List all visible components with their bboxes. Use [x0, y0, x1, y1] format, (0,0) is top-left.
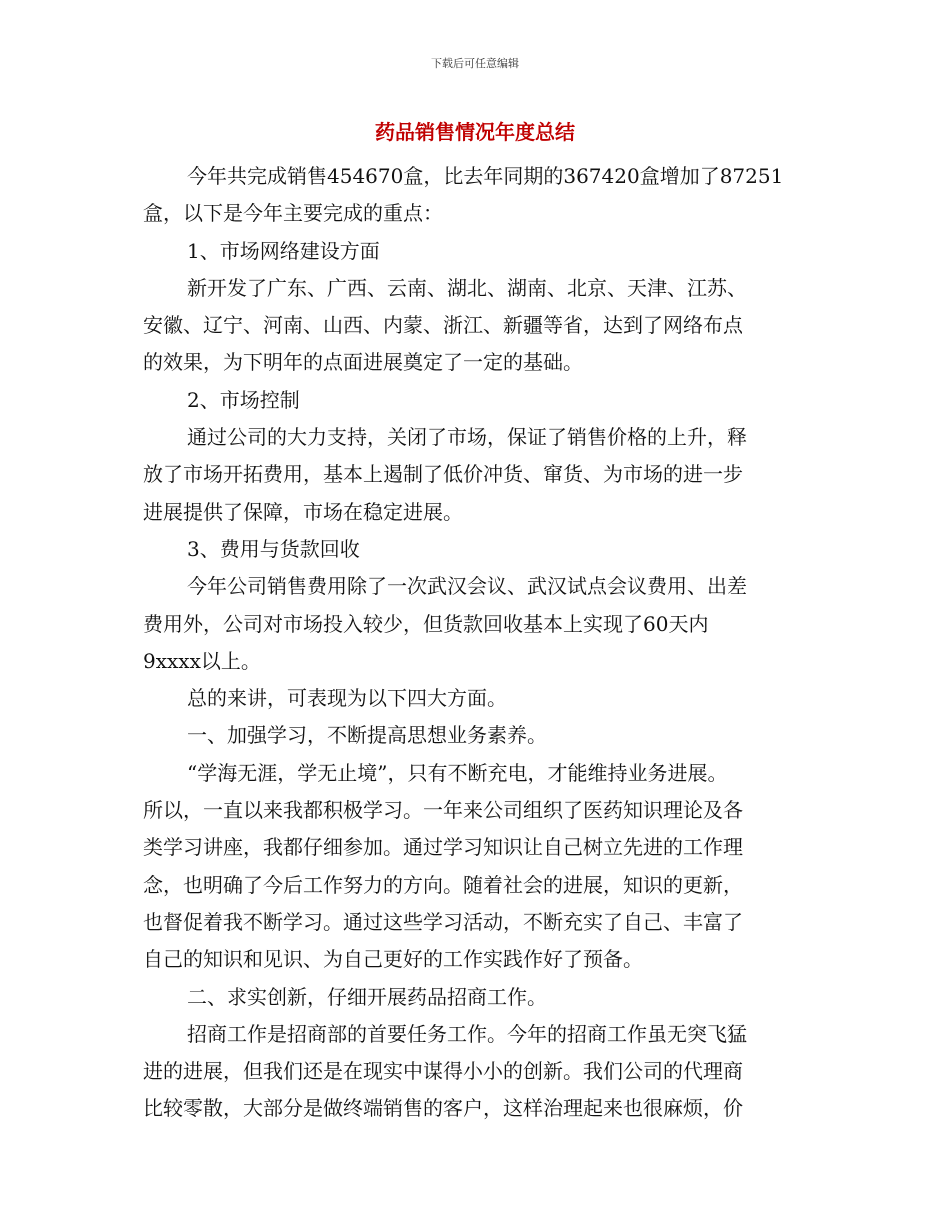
body-line: 的效果，为下明年的点面进展奠定了一定的基础。	[143, 350, 583, 375]
body-line: 1、市场网络建设方面	[187, 238, 380, 263]
body-line: 3、费用与货款回收	[187, 536, 360, 561]
body-line: 今年共完成销售454670盒，比去年同期的367420盒增加了87251	[187, 164, 784, 188]
body-line: 比较零散，大部分是做终端销售的客户，这样治理起来也很麻烦，价	[143, 1096, 743, 1121]
body-line: 9xxxx以上。	[143, 648, 261, 673]
body-line: “学海无涯，学无止境”，只有不断充电，才能维持业务进展。	[187, 760, 728, 785]
body-line: 类学习讲座，我都仔细参加。通过学习知识让自己树立先进的工作理	[143, 835, 743, 860]
body-line: 放了市场开拓费用，基本上遏制了低价冲货、窜货、为市场的进一步	[143, 462, 743, 487]
document-body	[143, 158, 813, 1128]
body-line: 自己的知识和见识、为自己更好的工作实践作好了预备。	[143, 947, 643, 972]
body-line: 通过公司的大力支持，关闭了市场，保证了销售价格的上升，释	[187, 425, 747, 450]
body-line: 招商工作是招商部的首要任务工作。今年的招商工作虽无突飞猛	[187, 1021, 747, 1046]
header-note: 下载后可任意编辑	[431, 57, 519, 70]
body-line: 安徽、辽宁、河南、山西、内蒙、浙江、新疆等省，达到了网络布点	[143, 313, 743, 338]
body-line: 费用外，公司对市场投入较少，但货款回收基本上实现了60天内	[143, 611, 709, 636]
body-line: 所以，一直以来我都积极学习。一年来公司组织了医药知识理论及各	[143, 798, 743, 823]
document-title: 药品销售情况年度总结	[375, 120, 575, 144]
body-line: 二、求实创新，仔细开展药品招商工作。	[187, 984, 547, 1009]
body-line: 念，也明确了今后工作努力的方向。随着社会的进展，知识的更新，	[143, 872, 743, 897]
body-line: 也督促着我不断学习。通过这些学习活动，不断充实了自己、丰富了	[143, 909, 743, 934]
body-line: 今年公司销售费用除了一次武汉会议、武汉试点会议费用、出差	[187, 574, 747, 599]
body-line: 总的来讲，可表现为以下四大方面。	[187, 686, 507, 711]
body-line: 2、市场控制	[187, 387, 300, 412]
body-line: 盒，以下是今年主要完成的重点：	[143, 201, 443, 226]
body-line: 一、加强学习，不断提高思想业务素养。	[187, 723, 547, 748]
body-line: 进展提供了保障，市场在稳定进展。	[143, 499, 463, 524]
body-line: 进的进展，但我们还是在现实中谋得小小的创新。我们公司的代理商	[143, 1059, 743, 1084]
body-line: 新开发了广东、广西、云南、湖北、湖南、北京、天津、江苏、	[187, 275, 747, 300]
